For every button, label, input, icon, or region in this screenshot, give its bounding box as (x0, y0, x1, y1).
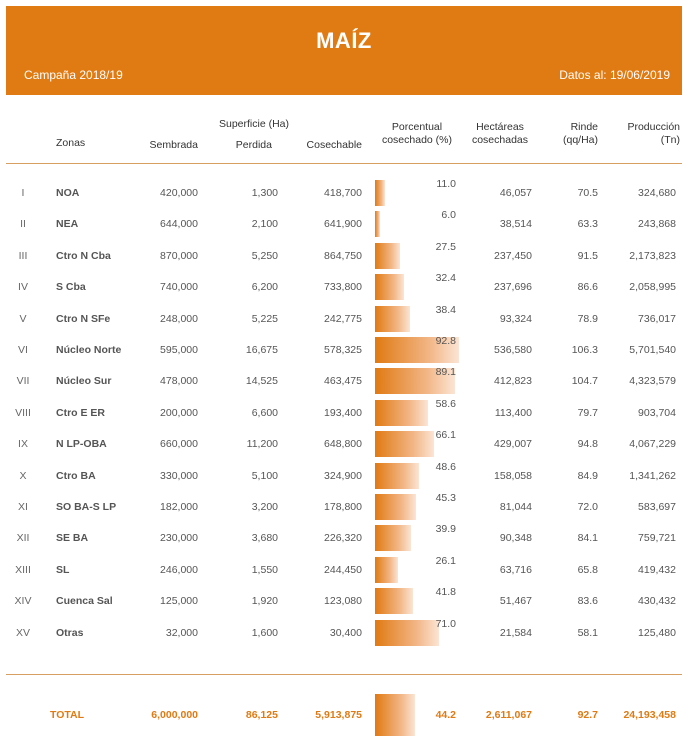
zone-name: Ctro BA (56, 469, 96, 482)
zone-number: X (19, 469, 27, 482)
cosechable-value: 578,325 (324, 344, 362, 356)
zone-name: Cuenca Sal (56, 595, 113, 608)
hectareas-value: 90,348 (499, 532, 532, 545)
table-row (6, 522, 682, 553)
header-hectareas-line2: cosechadas (471, 134, 529, 146)
rinde-value: 91.5 (577, 249, 598, 262)
table-row (6, 240, 682, 271)
perdida-value: 2,100 (251, 218, 278, 231)
produccion-value: 2,173,823 (629, 249, 676, 262)
perdida-value: 5,225 (251, 312, 278, 325)
table-row (6, 334, 682, 365)
cosechable-value: 244,450 (324, 563, 362, 576)
hectareas-value: 93,324 (499, 312, 532, 325)
hectareas-value: 113,400 (494, 406, 532, 419)
zone-name: SO BA-S LP (56, 501, 117, 513)
rinde-value: 78.9 (577, 312, 598, 325)
hectareas-value: 429,007 (494, 438, 532, 451)
pct-value: 26.1 (435, 554, 456, 567)
perdida-value: 5,100 (251, 469, 278, 482)
table-row (6, 491, 682, 522)
total-produccion: 24,193,458 (623, 709, 676, 721)
header-rinde (546, 121, 598, 147)
page-header (6, 6, 682, 95)
header-produccion-line2: (Tn) (660, 134, 680, 146)
zone-name: Núcleo Norte (56, 344, 122, 356)
header-divider (6, 163, 682, 164)
rinde-value: 83.6 (577, 595, 598, 608)
header-produccion (604, 121, 680, 147)
table-row (6, 303, 682, 334)
zone-name: Núcleo Sur (56, 375, 112, 388)
zone-number: I (21, 187, 25, 199)
cosechable-value: 648,800 (324, 438, 362, 451)
total-pct: 44.2 (435, 709, 456, 721)
zone-number: VIII (15, 406, 31, 419)
header-zonas: Zonas (56, 137, 86, 149)
total-label: TOTAL (50, 709, 85, 721)
table-row (6, 460, 682, 491)
perdida-value: 3,680 (251, 532, 278, 545)
sembrada-value: 248,000 (160, 312, 198, 325)
produccion-value: 4,067,229 (629, 438, 676, 451)
rinde-value: 65.8 (577, 563, 598, 576)
rinde-value: 63.3 (577, 218, 598, 231)
total-rinde: 92.7 (577, 709, 598, 721)
sembrada-value: 32,000 (165, 626, 198, 639)
total-row (6, 692, 682, 738)
total-hectareas: 2,611,067 (485, 709, 532, 721)
hectareas-value: 46,057 (499, 187, 532, 199)
perdida-value: 14,525 (245, 375, 278, 388)
pct-value: 27.5 (435, 240, 456, 253)
hectareas-value: 158,058 (494, 469, 532, 482)
header-rinde-line2: (qq/Ha) (562, 134, 598, 146)
zone-number: XIII (15, 563, 31, 576)
produccion-value: 1,341,262 (629, 469, 676, 482)
zone-number: II (20, 218, 26, 231)
produccion-value: 419,432 (638, 563, 676, 576)
total-cosechable: 5,913,875 (315, 709, 362, 721)
rinde-value: 79.7 (577, 406, 598, 419)
table-row (6, 271, 682, 302)
sembrada-value: 182,000 (160, 501, 198, 513)
table-row (6, 554, 682, 585)
sembrada-value: 740,000 (160, 281, 198, 294)
rinde-value: 104.7 (571, 375, 598, 388)
header-cosechable: Cosechable (306, 139, 362, 151)
total-divider (6, 674, 682, 675)
perdida-value: 1,920 (251, 595, 278, 608)
sembrada-value: 660,000 (160, 438, 198, 451)
sembrada-value: 870,000 (160, 249, 198, 262)
zone-name: Otras (56, 626, 84, 639)
cosechable-value: 226,320 (324, 532, 362, 545)
pct-value: 11.0 (436, 178, 456, 190)
header-hectareas (462, 121, 538, 147)
rinde-value: 84.9 (577, 469, 598, 482)
perdida-value: 6,600 (251, 406, 278, 419)
perdida-value: 1,600 (251, 626, 278, 639)
zone-name: Ctro N SFe (56, 312, 111, 325)
rinde-value: 72.0 (577, 501, 598, 513)
pct-value: 48.6 (435, 460, 456, 473)
zone-name: Ctro E ER (56, 406, 106, 419)
cosechable-value: 242,775 (324, 312, 362, 325)
pct-bar (375, 180, 385, 206)
cosechable-value: 30,400 (329, 626, 362, 639)
rinde-value: 86.6 (577, 281, 598, 294)
perdida-value: 5,250 (251, 249, 278, 262)
table-row (6, 585, 682, 616)
hectareas-value: 536,580 (494, 344, 532, 356)
produccion-value: 4,323,579 (629, 375, 676, 388)
sembrada-value: 246,000 (160, 563, 198, 576)
hectareas-value: 38,514 (499, 218, 532, 231)
zone-number: VI (18, 344, 28, 356)
produccion-value: 759,721 (638, 532, 676, 545)
sembrada-value: 200,000 (160, 406, 198, 419)
zone-number: IX (18, 438, 28, 451)
campaign-label: Campaña 2018/19 (24, 68, 123, 82)
header-superficie: Superficie (Ha) (218, 118, 290, 130)
pct-bar (375, 211, 380, 237)
zone-name: NOA (56, 187, 80, 199)
pct-value: 6.0 (441, 209, 456, 222)
zone-name: S Cba (56, 281, 86, 294)
pct-value: 66.1 (435, 429, 456, 442)
produccion-value: 736,017 (638, 312, 676, 325)
rinde-value: 94.8 (577, 438, 598, 451)
hectareas-value: 51,467 (499, 595, 532, 608)
cosechable-value: 178,800 (324, 501, 362, 513)
zone-number: XI (18, 501, 28, 513)
produccion-value: 903,704 (638, 406, 676, 419)
pct-value: 92.8 (435, 335, 456, 347)
pct-value: 39.9 (435, 523, 456, 536)
header-porcentual-line1: Porcentual (391, 121, 443, 133)
zone-name: SE BA (56, 532, 89, 545)
produccion-value: 5,701,540 (629, 344, 676, 356)
zone-number: III (18, 249, 28, 262)
zone-name: N LP-OBA (56, 438, 107, 451)
rinde-value: 70.5 (577, 187, 598, 199)
cosechable-value: 733,800 (324, 281, 362, 294)
sembrada-value: 125,000 (160, 595, 198, 608)
hectareas-value: 412,823 (494, 375, 532, 388)
hectareas-value: 63,716 (499, 563, 532, 576)
pct-value: 58.6 (435, 397, 456, 410)
table-row (6, 397, 682, 428)
produccion-value: 583,697 (638, 501, 676, 513)
sembrada-value: 595,000 (160, 344, 198, 356)
header-porcentual (372, 121, 462, 147)
pct-value: 45.3 (435, 492, 456, 504)
zone-name: SL (56, 563, 70, 576)
hectareas-value: 237,696 (494, 281, 532, 294)
total-perdida: 86,125 (245, 709, 278, 721)
cosechable-value: 123,080 (324, 595, 362, 608)
cosechable-value: 193,400 (324, 406, 362, 419)
sembrada-value: 420,000 (160, 187, 198, 199)
pct-value: 89.1 (435, 366, 456, 379)
hectareas-value: 81,044 (499, 501, 532, 513)
perdida-value: 1,300 (251, 187, 278, 199)
rinde-value: 84.1 (577, 532, 598, 545)
rinde-value: 58.1 (577, 626, 598, 639)
header-perdida: Perdida (235, 139, 272, 151)
header-porcentual-line2: cosechado (%) (381, 134, 453, 146)
table-row (6, 177, 682, 208)
total-sembrada: 6,000,000 (151, 709, 198, 721)
perdida-value: 3,200 (251, 501, 278, 513)
header-produccion-line1: Producción (627, 121, 680, 133)
header-rinde-line1: Rinde (570, 121, 598, 133)
pct-value: 71.0 (435, 617, 456, 630)
table-row (6, 617, 682, 648)
table-row (6, 365, 682, 396)
sembrada-value: 644,000 (160, 218, 198, 231)
perdida-value: 1,550 (251, 563, 278, 576)
cosechable-value: 324,900 (324, 469, 362, 482)
produccion-value: 2,058,995 (629, 281, 676, 294)
cosechable-value: 418,700 (324, 187, 362, 199)
zone-number: V (19, 312, 27, 325)
page-title: MAÍZ (316, 28, 372, 53)
cosechable-value: 463,475 (324, 375, 362, 388)
hectareas-value: 237,450 (494, 249, 532, 262)
zone-number: VII (16, 375, 30, 388)
cosechable-value: 864,750 (324, 249, 362, 262)
table-row (6, 208, 682, 239)
zone-name: NEA (56, 218, 79, 231)
zone-number: XII (16, 532, 30, 545)
produccion-value: 243,868 (638, 218, 676, 231)
perdida-value: 11,200 (246, 438, 278, 451)
pct-value: 41.8 (435, 586, 456, 599)
zone-number: IV (18, 281, 28, 294)
pct-value: 38.4 (435, 303, 456, 316)
sembrada-value: 478,000 (160, 375, 198, 388)
produccion-value: 324,680 (638, 187, 676, 199)
sembrada-value: 230,000 (160, 532, 198, 545)
hectareas-value: 21,584 (499, 626, 532, 639)
data-date: Datos al: 19/06/2019 (559, 68, 670, 82)
produccion-value: 125,480 (638, 626, 676, 639)
zone-number: XIV (14, 595, 32, 608)
table-row (6, 428, 682, 459)
rinde-value: 106.3 (571, 344, 598, 356)
produccion-value: 430,432 (638, 595, 676, 608)
cosechable-value: 641,900 (324, 218, 362, 231)
perdida-value: 16,675 (245, 344, 278, 356)
zone-number: XV (15, 626, 30, 639)
pct-value: 32.4 (435, 272, 456, 285)
perdida-value: 6,200 (251, 281, 278, 294)
header-sembrada: Sembrada (149, 139, 198, 151)
sembrada-value: 330,000 (160, 469, 198, 482)
zone-name: Ctro N Cba (56, 249, 111, 262)
header-hectareas-line1: Hectáreas (476, 121, 524, 133)
